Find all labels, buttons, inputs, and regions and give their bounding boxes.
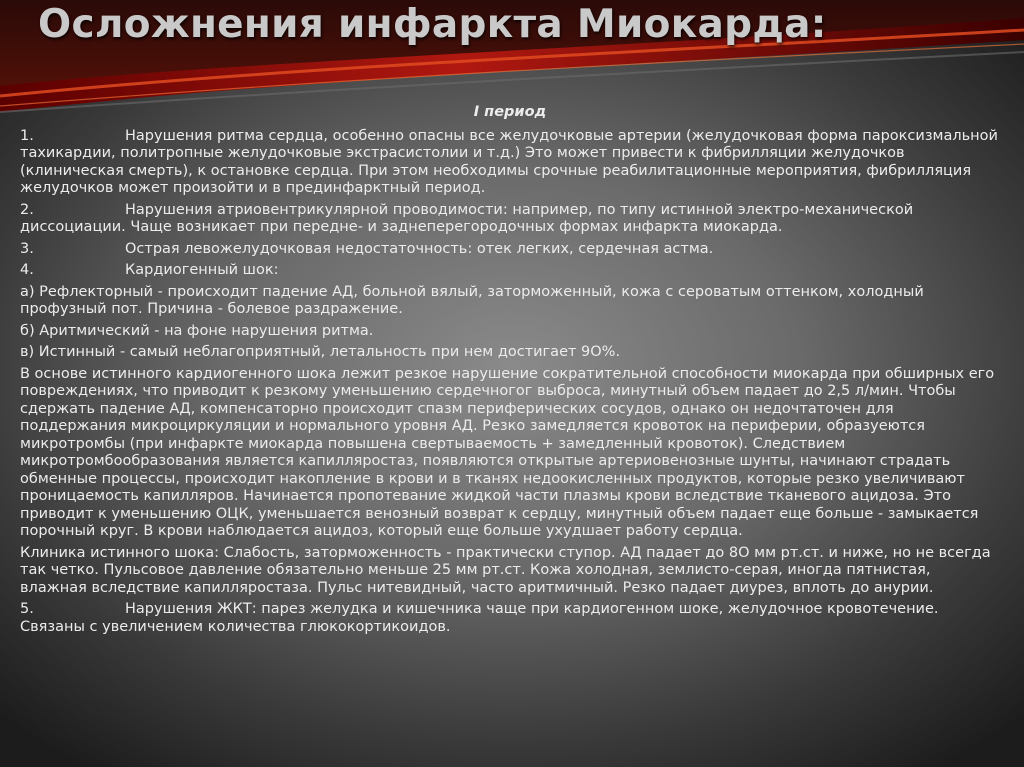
list-item-5	[20, 601, 1000, 636]
slide-title: Осложнения инфаркта Миокарда:	[38, 2, 827, 47]
list-item-3	[20, 241, 1000, 259]
item-text: Острая левожелудочковая недостаточность: отек легких, сердечная астма.	[125, 240, 714, 257]
paragraph-clinic: Клиника истинного шока: Слабость, заторможенность - практически ступор. АД падает до 8О мм рт.ст. и ниже, но не всегда так четко. Пульсовое давление обязательно меньше 25 мм рт.ст. Кожа холодная, землисто-серая, иногда пятнистая, влажная вследствие капилляростаза. Пульс нитевидный, часто аритмичный. Резко падает диурез, вплоть до анурии.	[20, 544, 991, 596]
item-text: Кардиогенный шок:	[125, 262, 279, 278]
shock-type-arrhythmic: б) Аритмический - на фоне нарушения ритма.	[20, 322, 374, 339]
item-number: 4.	[20, 262, 34, 278]
item-text: Нарушения ритма сердца, особенно опасны все желудочковые артерии (желудочковая форма пароксизмальной тахикардии, политропные желудочковые экстрасистолии и т.д.) Это может привести к фибрилляции желудочков (клиническая смерть), к остановке сердца. При этом необходимы срочные реабилитационные мероприятия, фибрилляция желудочков может произойти и в прединфарктный период.	[20, 127, 998, 196]
list-item-1	[20, 128, 1000, 198]
item-number: 2.	[20, 201, 34, 218]
paragraph-pathogenesis: В основе истинного кардиогенного шока лежит резкое нарушение сократительной способности миокарда при обширных его повреждениях, что приводит к резкому уменьшению сердечногог выброса, минутный объем падает до 2,5 л/мин. Чтобы сдержать падение АД, компенсаторно происходит спазм периферических сосудов, однако он недочтаточен для поддержания микроциркуляции и нормального уровня АД. Резко замедляется кровоток на периферии, образуеются микротромбы (при инфаркте миокарда повышена свертываемость + замедленный кровоток). Следствием микротромбообразования является капилляростаз, появляются открытые артериовенозные шунты, начинают страдать обменные процессы, происходит накопление в крови и в тканях недоокисленных продуктов, которые резко увеличивают проницаемость капилляров. Начинается пропотевание жидкой части плазмы крови вследствие тканевого ацидоза. Это приводит к уменьшению ОЦК, уменьшается венозный возврат к сердцу, минутный объем падает еще больше - замыкается порочный круг. В крови наблюдается ацидоз, который еще больше ухудшает работу сердца.	[20, 365, 995, 539]
list-item-2	[20, 202, 1000, 237]
item-text: Нарушения ЖКТ: парез желудка и кишечника чаще при кардиогенном шоке, желудочное кровотечение. Связаны с увеличением количества глюкокортикоидов.	[20, 601, 939, 635]
item-number: 5.	[20, 601, 34, 617]
shock-type-reflex: а) Рефлекторный - происходит падение АД, больной вялый, заторможенный, кожа с сероватым оттенком, холодный профузный пот. Причина - болевое раздражение.	[20, 283, 924, 317]
item-text: Нарушения атриовентрикулярной проводимости: например, по типу истинной электро-механической диссоциации. Чаще возникает при передне- и заднеперегородочных формах инфаркта миокарда.	[20, 201, 914, 235]
period-heading: I период	[473, 104, 547, 120]
list-item-4	[20, 262, 1000, 280]
item-number: 1.	[20, 127, 34, 144]
slide-body	[20, 104, 1000, 640]
shock-type-true: в) Истинный - самый неблагоприятный, летальность при нем достигает 9О%.	[20, 344, 621, 360]
item-number: 3.	[20, 240, 34, 257]
